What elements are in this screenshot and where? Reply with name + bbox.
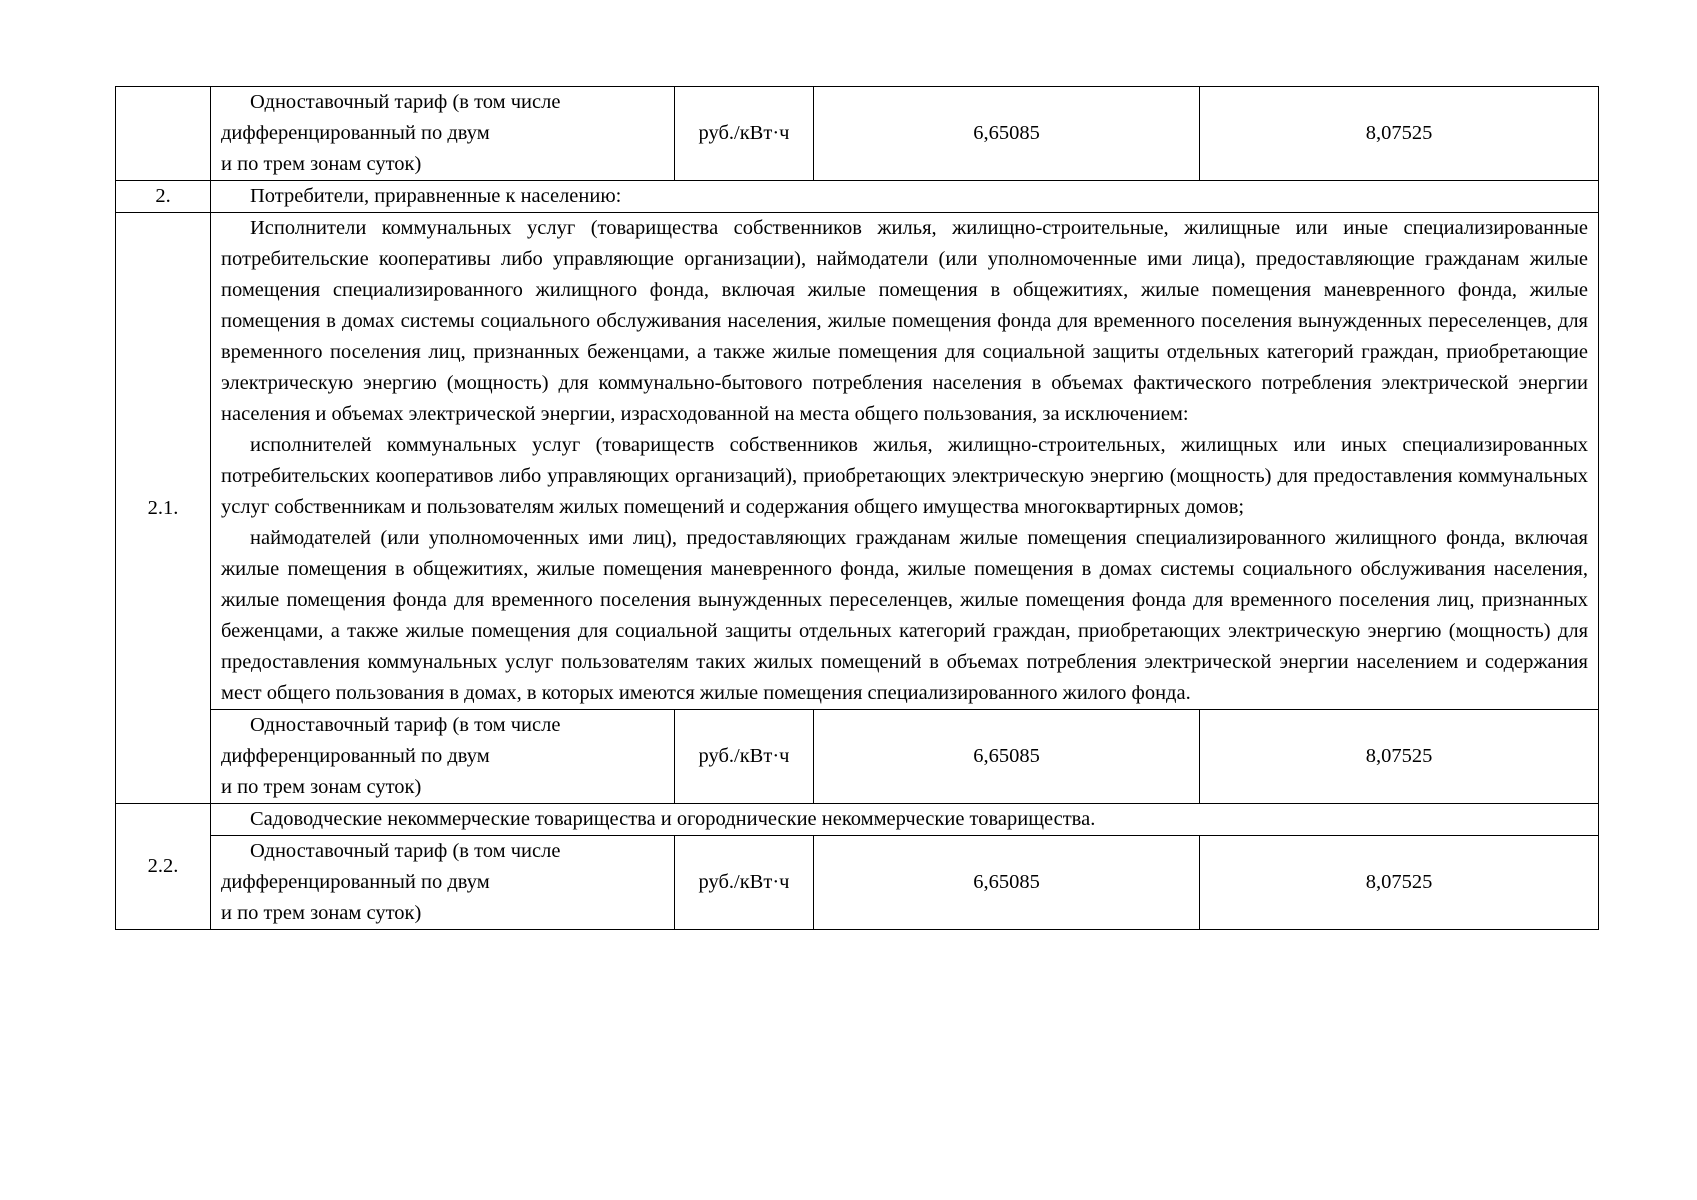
section-title: Садоводческие некоммерческие товарищества и огороднические некоммерческие товарищества. [250,808,1096,830]
document-page [115,86,1598,930]
section-title: Потребители, приравненные к населению: [250,185,622,207]
tariff-name-line: дифференцированный по двум [221,871,490,893]
section-description-cell [211,213,1599,710]
value-1-cell: 6,65085 [814,836,1200,930]
value-1-cell: 6,65085 [814,710,1200,804]
row-number-cell: 2.2. [116,804,211,930]
tariff-name-line: и по трем зонам суток) [221,153,422,175]
tariff-name-cell [211,87,675,181]
tariff-name-line: дифференцированный по двум [221,745,490,767]
unit-cell: руб./кВт·ч [675,710,814,804]
description-paragraph: исполнителей коммунальных услуг (товариществ собственников жилья, жилищно-строительных, жилищных или иных специализированных потребительских кооперативов либо управляющих организаций), приобретающих электрическую энергию (мощность) для предоставления коммунальных услуг собственникам и пользователям жилых помещений и содержания общего имущества многоквартирных домов; [221,434,1588,518]
value-2-cell: 8,07525 [1200,710,1599,804]
unit-cell: руб./кВт·ч [675,87,814,181]
section-title-cell [211,181,1599,213]
table-row [116,804,1599,836]
tariff-name-line: и по трем зонам суток) [221,776,422,798]
table-row [116,213,1599,710]
row-number-cell: 2. [116,181,211,213]
tariff-name-line: Одноставочный тариф (в том числе [250,840,561,862]
row-number-cell: 2.1. [116,213,211,804]
section-title-cell [211,804,1599,836]
table-row [116,836,1599,930]
tariff-name-line: и по трем зонам суток) [221,902,422,924]
tariff-name-line: Одноставочный тариф (в том числе [250,714,561,736]
value-1-cell: 6,65085 [814,87,1200,181]
tariff-name-line: дифференцированный по двум [221,122,490,144]
tariff-name-cell [211,836,675,930]
value-2-cell: 8,07525 [1200,836,1599,930]
unit-cell: руб./кВт·ч [675,836,814,930]
value-2-cell: 8,07525 [1200,87,1599,181]
table-row [116,181,1599,213]
tariff-name-cell [211,710,675,804]
row-number-cell [116,87,211,181]
tariff-name-line: Одноставочный тариф (в том числе [250,91,561,113]
description-paragraph: наймодателей (или уполномоченных ими лиц), предоставляющих гражданам жилые помещения специализированного жилищного фонда, включая жилые помещения в общежитиях, жилые помещения маневренного фонда, жилые помещения в домах системы социального обслуживания населения, жилые помещения фонда для временного поселения вынужденных переселенцев, жилые помещения фонда для временного поселения лиц, признанных беженцами, а также жилые помещения для социальной защиты отдельных категорий граждан, приобретающих электрическую энергию (мощность) для предоставления коммунальных услуг пользователям таких жилых помещений в объемах потребления электрической энергии населением и содержания мест общего пользования в домах, в которых имеются жилые помещения специализированного жилого фонда. [221,527,1588,704]
tariff-table [115,86,1599,930]
description-paragraph: Исполнители коммунальных услуг (товарищества собственников жилья, жилищно-строительные, жилищные или иные специализированные потребительские кооперативы либо управляющие организации), наймодатели (или уполномоченные ими лица), предоставляющие гражданам жилые помещения специализированного жилищного фонда, включая жилые помещения в общежитиях, жилые помещения маневренного фонда, жилые помещения в домах системы социального обслуживания населения, жилые помещения фонда для временного поселения вынужденных переселенцев, для временного поселения лиц, признанных беженцами, а также жилые помещения для социальной защиты отдельных категорий граждан, приобретающие электрическую энергию (мощность) для коммунально-бытового потребления населения в объемах фактического потребления электрической энергии населения и объемах электрической энергии, израсходованной на места общего пользования, за исключением: [221,217,1588,425]
table-row [116,710,1599,804]
table-row [116,87,1599,181]
